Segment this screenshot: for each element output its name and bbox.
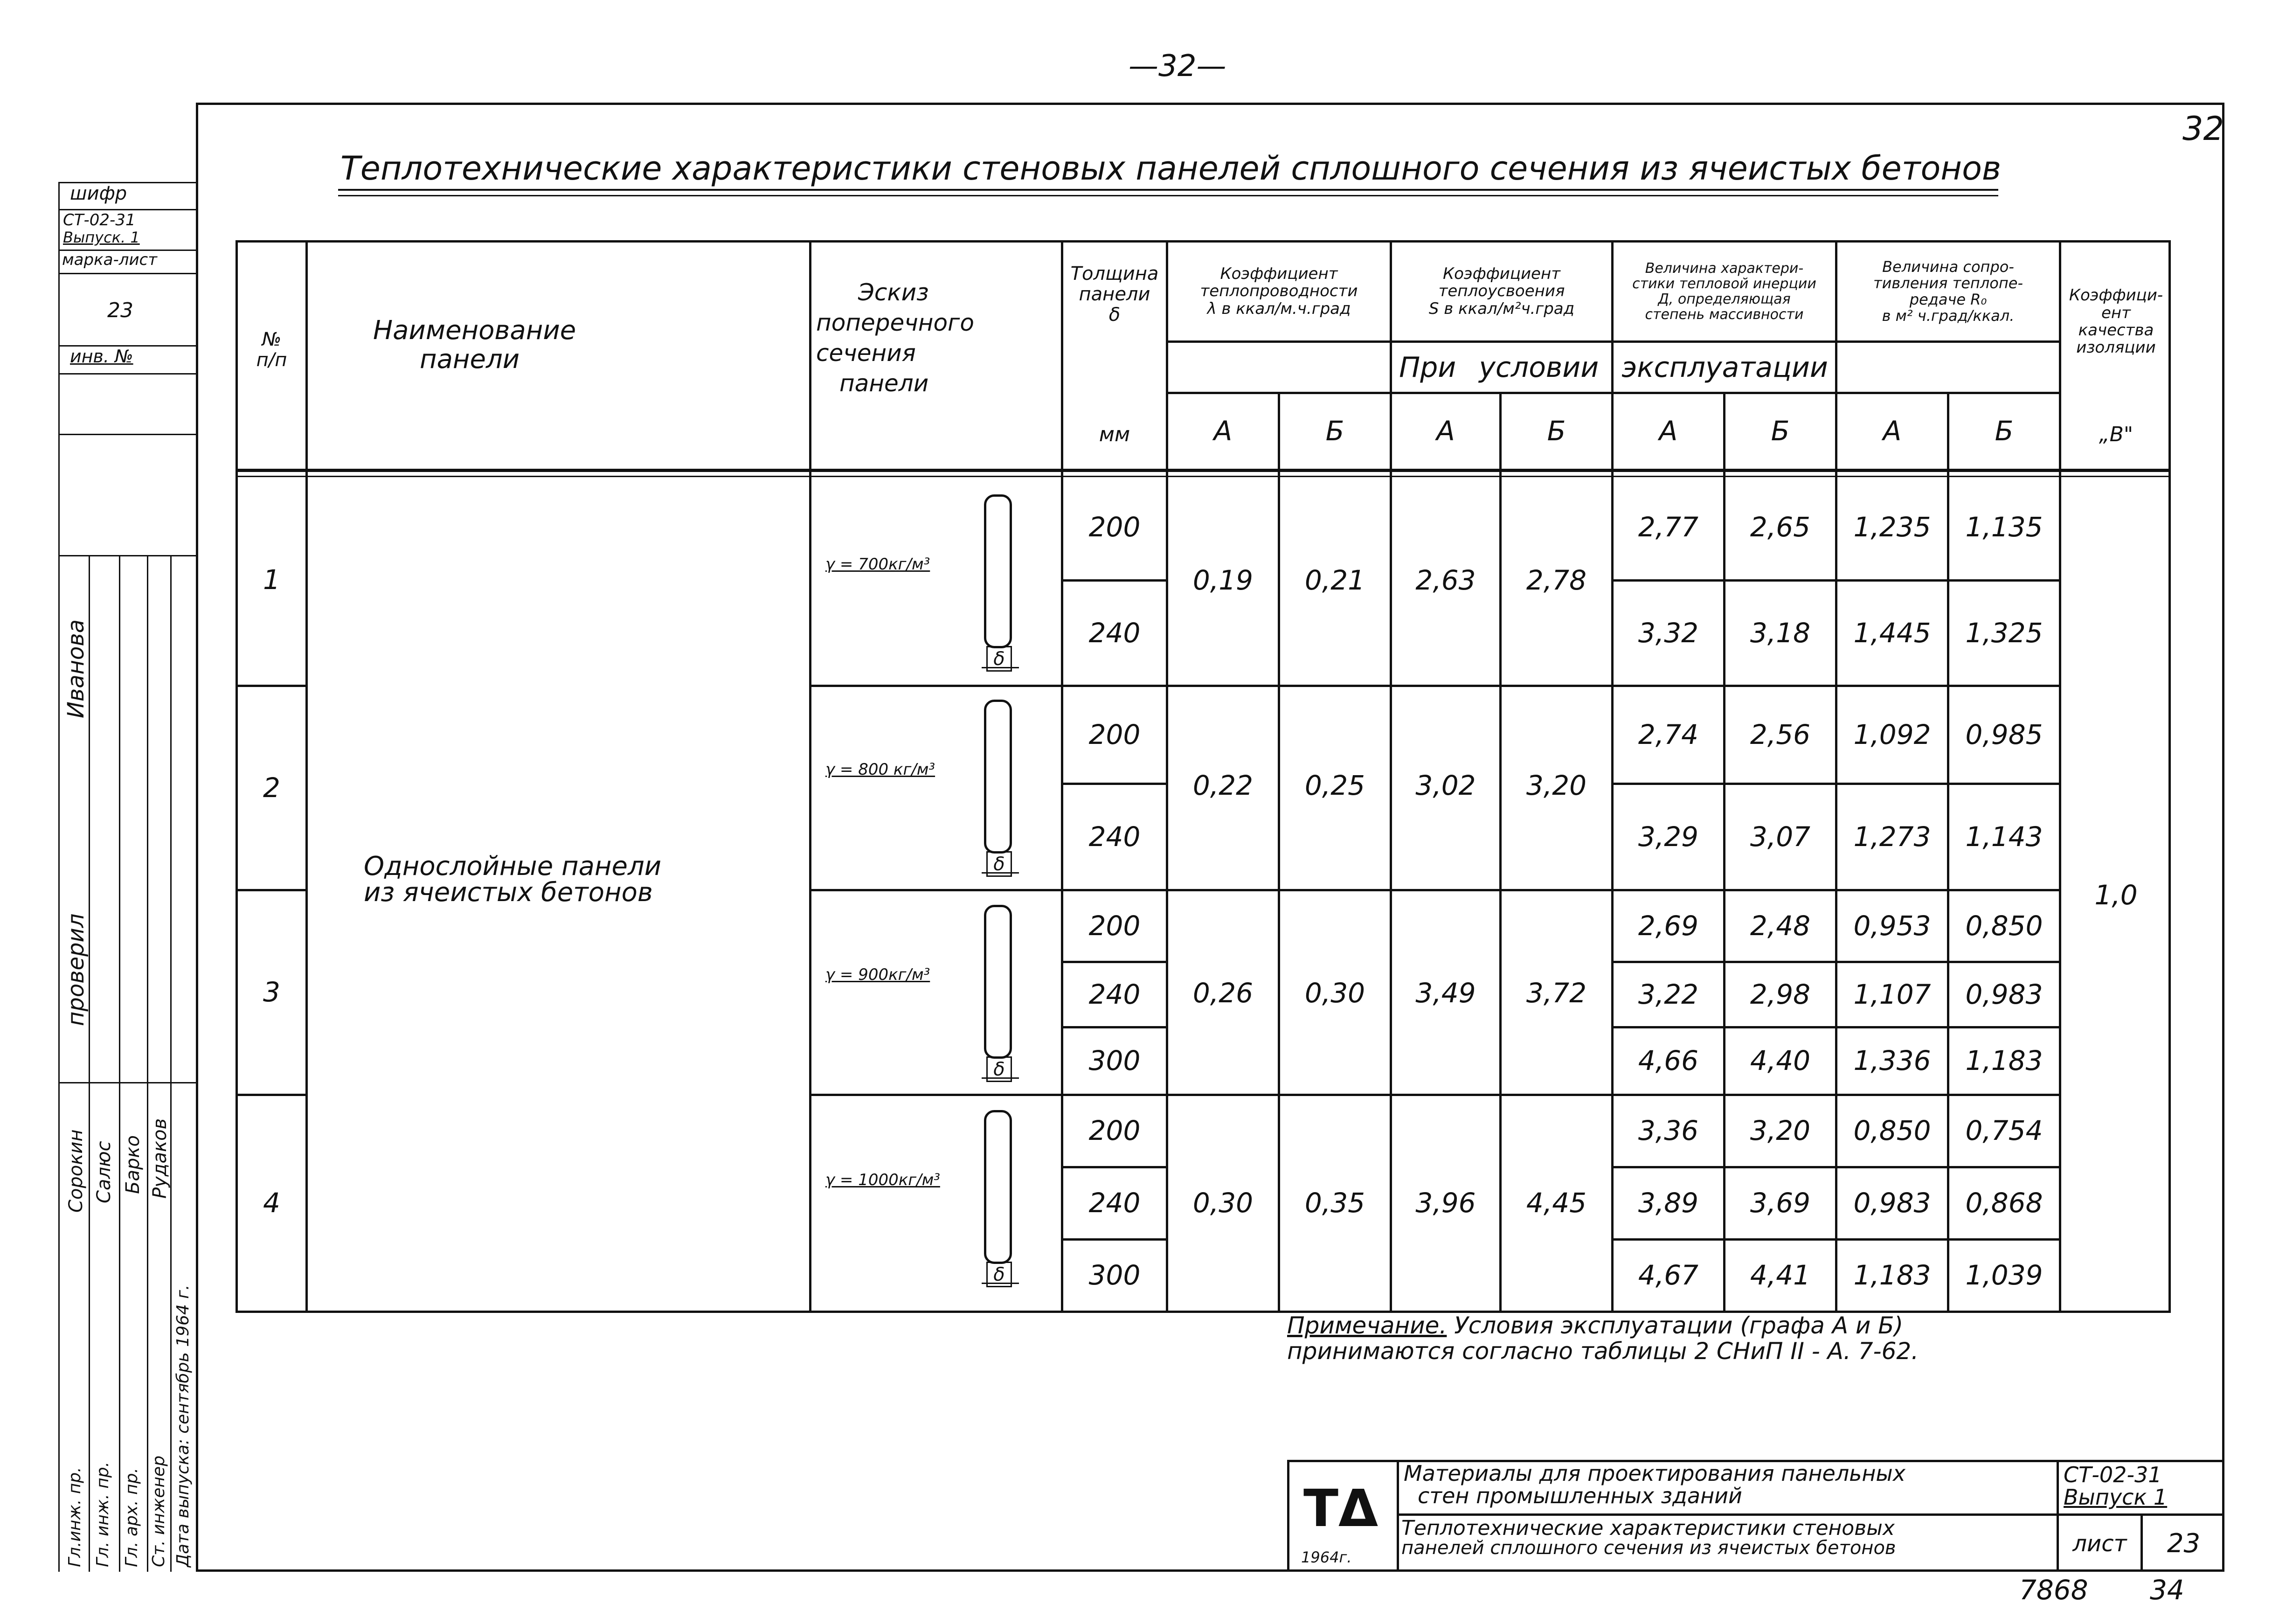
g1-lambda-b: 0,21 [1304, 564, 1365, 597]
g2-s-b: 3,20 [1526, 770, 1587, 802]
hdr-sketch-3: сечения [816, 340, 916, 367]
g3-r1-d-b: 2,48 [1750, 909, 1811, 942]
group-3-delta: δ [986, 1056, 1012, 1082]
page-number-corner: 32 [2182, 110, 2224, 148]
stamp-sheet-label: лист [2072, 1530, 2127, 1557]
group-1-num: 1 [263, 564, 280, 596]
hdr-k-symbol: „В" [2099, 423, 2134, 447]
g2-r1-d-a: 2,74 [1638, 718, 1699, 750]
stamp-issue: Выпуск 1 [2064, 1485, 2168, 1510]
hdr-k [2061, 252, 2171, 392]
hdr-s-2: теплоусвоения [1438, 282, 1565, 301]
hdr-r-2: тивления теплопе- [1873, 274, 2023, 292]
hdr-name-1: Наименование [373, 315, 576, 346]
g4-r2-d-a: 3,89 [1638, 1187, 1699, 1219]
g1-r1-r-b: 1,135 [1965, 511, 2043, 543]
g4-lambda-b: 0,35 [1304, 1187, 1365, 1219]
g3-lambda-b: 0,30 [1304, 977, 1365, 1009]
sub-d-b: Б [1771, 415, 1790, 447]
role-1: Гл.инж. пр. [65, 1467, 84, 1567]
note-text-1: Условия эксплуатации (графа А и Б) [1454, 1312, 1904, 1339]
g4-r2-r-b: 0,868 [1965, 1187, 2043, 1219]
note [1287, 1313, 1919, 1364]
g4-r1-d-b: 3,20 [1750, 1115, 1811, 1147]
hdr-r-3: редаче R₀ [1909, 291, 1987, 308]
g1-lambda-a: 0,19 [1192, 564, 1254, 597]
hdr-k-4: изоляции [2076, 338, 2156, 357]
group-4-density: γ = 1000кг/м³ [825, 1171, 940, 1189]
note-text-2: принимаются согласно таблицы 2 СНиП II - А. 7-62. [1287, 1338, 1919, 1365]
sign-name-4: Рудаков [149, 1118, 171, 1199]
hdr-thickness [1063, 254, 1166, 394]
hdr-name-2: панели [420, 344, 520, 375]
hdr-r-4: в м² ч.град/ккал. [1882, 307, 2015, 325]
g3-lambda-a: 0,26 [1192, 977, 1254, 1009]
strip-issue: Выпуск. 1 [63, 229, 140, 246]
hdr-thickness-unit: мм [1099, 423, 1130, 447]
group-2-delta: δ [986, 851, 1012, 877]
g4-r1-r-a: 0,850 [1853, 1115, 1931, 1147]
hdr-num-2: п/п [256, 349, 287, 371]
role-3: Гл. арх. пр. [122, 1468, 141, 1567]
g2-r1-t: 200 [1088, 718, 1141, 750]
stamp-year: 1964г. [1301, 1548, 1352, 1566]
sub-s-b: Б [1547, 415, 1566, 447]
g4-r1-t: 200 [1088, 1115, 1141, 1147]
g4-r2-r-a: 0,983 [1853, 1187, 1931, 1219]
g2-r2-r-a: 1,273 [1853, 820, 1931, 853]
role-4: Ст. инженер [149, 1455, 168, 1567]
k-value: 1,0 [2094, 879, 2138, 911]
hdr-sketch-1: Эскиз [858, 279, 929, 306]
g1-r2-d-b: 3,18 [1750, 617, 1811, 649]
g4-r3-d-a: 4,67 [1638, 1259, 1699, 1291]
g2-lambda-a: 0,22 [1192, 770, 1254, 802]
hdr-name [326, 298, 653, 392]
g2-r2-t: 240 [1088, 820, 1141, 853]
stamp-title-2: стен промышленных зданий [1418, 1483, 1742, 1509]
g3-r3-r-b: 1,183 [1965, 1045, 2043, 1077]
g4-r3-r-a: 1,183 [1853, 1259, 1931, 1291]
strip-code: СТ-02-31 [63, 211, 136, 229]
stamp-code-value: СТ-02-31 [2064, 1462, 2162, 1487]
g1-r1-r-a: 1,235 [1853, 511, 1931, 543]
sign-name-2: Салюс [93, 1141, 115, 1203]
sign-name-3: Барко [122, 1135, 144, 1194]
g3-r2-d-a: 3,22 [1638, 978, 1699, 1010]
g3-r2-t: 240 [1088, 978, 1141, 1010]
g4-r2-t: 240 [1088, 1187, 1141, 1219]
g4-r1-d-a: 3,36 [1638, 1115, 1699, 1147]
g1-r2-r-a: 1,445 [1853, 617, 1931, 649]
hdr-thickness-2: панели [1079, 284, 1150, 305]
hdr-k-1: Коэффици- [2069, 286, 2163, 305]
page-title: Теплотехнические характеристики стеновых панелей сплошного сечения из ячеистых бетонов [340, 149, 2002, 187]
g4-r1-r-b: 0,754 [1965, 1115, 2043, 1147]
g4-s-b: 4,45 [1526, 1187, 1587, 1219]
stamp-code [2064, 1464, 2167, 1509]
g1-s-b: 2,78 [1526, 564, 1587, 597]
g3-r3-d-a: 4,66 [1638, 1045, 1699, 1077]
group-4-num: 4 [263, 1187, 280, 1219]
hdr-lambda [1168, 243, 1390, 340]
hdr-sketch [811, 252, 1061, 424]
panel-name [364, 851, 662, 908]
mark-sheet-label: марка-лист [62, 250, 158, 269]
group-2-density: γ = 800 кг/м³ [825, 760, 935, 779]
hdr-r-1: Величина сопро- [1882, 257, 2014, 276]
role-2: Гл. инж. пр. [93, 1461, 112, 1567]
g1-r1-d-a: 2,77 [1638, 511, 1699, 543]
group-1-delta: δ [986, 646, 1012, 672]
hdr-thickness-3: δ [1108, 304, 1121, 326]
g2-r2-d-b: 3,07 [1750, 820, 1811, 853]
sub-s-a: А [1436, 415, 1455, 447]
hdr-k-2: ент [2101, 303, 2131, 322]
hdr-d [1614, 243, 1835, 340]
hdr-d-4: степень массивности [1645, 306, 1804, 323]
g1-r2-d-a: 3,32 [1638, 617, 1699, 649]
g4-r2-d-b: 3,69 [1750, 1187, 1811, 1219]
g4-s-a: 3,96 [1415, 1187, 1476, 1219]
group-3-num: 3 [263, 976, 280, 1008]
hdr-d-1: Величина характери- [1645, 260, 1804, 277]
stamp-subtitle-1: Теплотехнические характеристики стеновых [1401, 1516, 1895, 1540]
sub-lambda-a: А [1213, 415, 1233, 447]
title-underline-1 [338, 189, 1998, 191]
g2-r1-r-b: 0,985 [1965, 718, 2043, 750]
panel-name-1: Однослойные панели [364, 851, 662, 881]
hdr-s-1: Коэффициент [1442, 264, 1561, 283]
g3-r1-r-b: 0,850 [1965, 909, 2043, 942]
hdr-num [238, 298, 305, 401]
group-1-density: γ = 700кг/м³ [825, 555, 930, 574]
hdr-conditions: При условии эксплуатации [1399, 351, 1828, 384]
sub-d-a: А [1659, 415, 1678, 447]
g4-r3-t: 300 [1088, 1259, 1141, 1291]
cipher-label: шифр [70, 183, 127, 204]
g1-s-a: 2,63 [1415, 564, 1476, 597]
hdr-sketch-4: панели [839, 370, 929, 397]
hdr-s-3: S в ккал/м²ч.град [1428, 299, 1575, 318]
g3-r1-t: 200 [1088, 909, 1141, 942]
g4-r3-d-b: 4,41 [1750, 1259, 1811, 1291]
g2-r1-r-a: 1,092 [1853, 718, 1931, 750]
hdr-d-2: стики тепловой инерции [1632, 276, 1816, 292]
hdr-sketch-2: поперечного [816, 309, 974, 336]
stamp-sheet-value: 23 [2167, 1528, 2201, 1559]
stamp-subtitle-2: панелей сплошного сечения из ячеистых бетонов [1401, 1537, 1896, 1559]
hdr-s [1392, 243, 1611, 340]
g2-lambda-b: 0,25 [1304, 770, 1365, 802]
title-underline-2 [338, 195, 1998, 196]
stamp-logo: ТΔ [1303, 1478, 1379, 1538]
g3-r3-r-a: 1,336 [1853, 1045, 1931, 1077]
bottom-number-left: 7868 [2019, 1574, 2088, 1606]
panel-name-2: из ячеистых бетонов [364, 877, 653, 908]
g3-r1-d-a: 2,69 [1638, 909, 1699, 942]
g2-s-a: 3,02 [1415, 770, 1476, 802]
hdr-lambda-1: Коэффициент [1220, 264, 1338, 283]
sign-name-1: Сорокин [65, 1129, 87, 1213]
g3-s-a: 3,49 [1415, 977, 1476, 1009]
hdr-thickness-1: Толщина [1070, 263, 1159, 285]
check-name: Иванова [63, 619, 89, 718]
g3-r3-t: 300 [1088, 1045, 1141, 1077]
g4-r3-r-b: 1,039 [1965, 1259, 2043, 1291]
hdr-k-3: качества [2078, 321, 2154, 340]
g3-r2-d-b: 2,98 [1750, 978, 1811, 1010]
page-number-top: —32— [1129, 49, 1226, 83]
stamp-title-1: Материалы для проектирования панельных [1404, 1461, 1905, 1486]
g2-r2-d-a: 3,29 [1638, 820, 1699, 853]
sub-r-a: А [1883, 415, 1902, 447]
g2-r1-d-b: 2,56 [1750, 718, 1811, 750]
mark-sheet-value: 23 [107, 298, 133, 322]
sub-lambda-b: Б [1325, 415, 1344, 447]
g3-s-b: 3,72 [1526, 977, 1587, 1009]
g1-r2-r-b: 1,325 [1965, 617, 2043, 649]
g3-r2-r-a: 1,107 [1853, 978, 1931, 1010]
stamp-title [1404, 1462, 1905, 1507]
hdr-lambda-2: теплопроводности [1200, 282, 1358, 301]
g1-r1-t: 200 [1088, 511, 1141, 543]
sub-r-b: Б [1995, 415, 2014, 447]
release-date: Дата выпуска: сентябрь 1964 г. [173, 1284, 193, 1567]
note-line-1 [1287, 1313, 1919, 1339]
g1-r2-t: 240 [1088, 617, 1141, 649]
group-3-density: γ = 900кг/м³ [825, 965, 930, 984]
hdr-lambda-3: λ в ккал/м.ч.град [1207, 299, 1351, 318]
hdr-r [1837, 243, 2059, 340]
g4-lambda-a: 0,30 [1192, 1187, 1254, 1219]
stamp-subtitle [1401, 1518, 1896, 1557]
hdr-d-3: Д, определяющая [1658, 291, 1791, 307]
bottom-number-right: 34 [2150, 1574, 2184, 1606]
g2-r2-r-b: 1,143 [1965, 820, 2043, 853]
inv-label: инв. № [70, 346, 133, 367]
g3-r3-d-b: 4,40 [1750, 1045, 1811, 1077]
g3-r1-r-a: 0,953 [1853, 909, 1931, 942]
check-label: проверил [63, 913, 89, 1026]
note-label: Примечание. [1287, 1312, 1447, 1339]
group-4-delta: δ [986, 1262, 1012, 1287]
hdr-num-1: № [262, 329, 282, 350]
group-2-num: 2 [263, 771, 280, 804]
g1-r1-d-b: 2,65 [1750, 511, 1811, 543]
g3-r2-r-b: 0,983 [1965, 978, 2043, 1010]
